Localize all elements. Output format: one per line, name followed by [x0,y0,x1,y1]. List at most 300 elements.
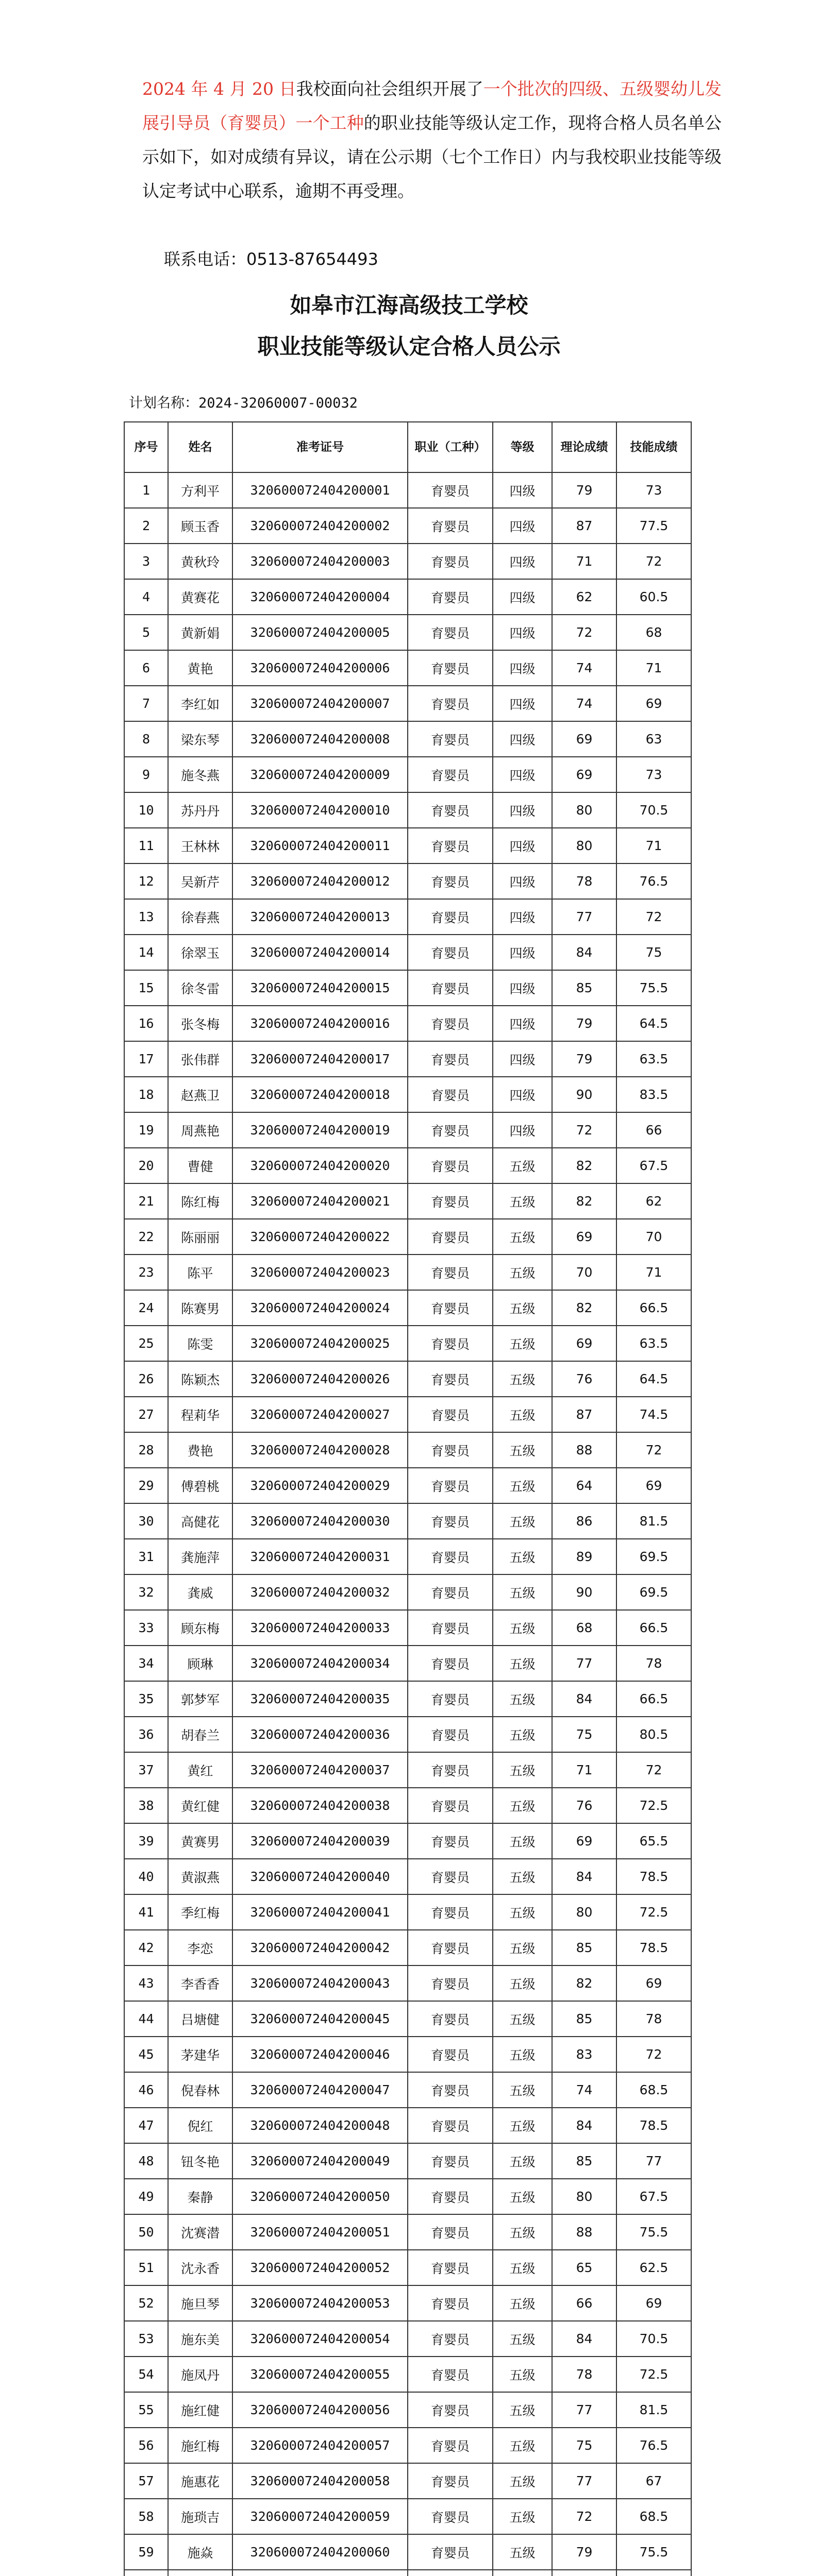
row-level: 五级 [493,1859,552,1894]
header-seq: 序号 [124,422,168,472]
row-skill-score: 78.5 [616,1859,691,1894]
table-row [124,1361,691,1397]
row-name: 黄淑燕 [168,1859,232,1894]
row-job: 育婴员 [408,1788,493,1823]
table-row [124,1965,691,2001]
row-level: 四级 [493,1077,552,1112]
row-name: 施冬燕 [168,757,232,792]
table-row [124,472,691,508]
row-name: 费艳 [168,1432,232,1468]
row-job: 育婴员 [408,970,493,1006]
row-job: 育婴员 [408,899,493,935]
row-level: 四级 [493,863,552,899]
row-level: 四级 [493,686,552,721]
row-seq: 56 [124,2428,168,2463]
row-seq: 26 [124,1361,168,1397]
row-level: 五级 [493,2285,552,2321]
row-ticket: 320600072404200012 [232,863,408,899]
row-skill-score: 75.5 [616,970,691,1006]
row-level: 五级 [493,2250,552,2285]
row-job: 育婴员 [408,1361,493,1397]
row-seq: 44 [124,2001,168,2037]
row-ticket: 320600072404200050 [232,2179,408,2214]
row-seq: 46 [124,2072,168,2108]
row-skill-score: 62.5 [616,2250,691,2285]
row-level: 四级 [493,721,552,757]
table-row [124,935,691,970]
row-level: 五级 [493,1965,552,2001]
row-theory-score: 80 [552,2179,616,2214]
row-seq: 35 [124,1681,168,1717]
row-theory-score: 86 [552,1503,616,1539]
row-level: 四级 [493,544,552,579]
row-theory-score: 74 [552,2072,616,2108]
row-theory-score: 72 [552,2499,616,2534]
row-theory-score: 68 [552,1610,616,1646]
announcement-text-b: 的职业技能等级认定工作，现将合格人员名单公示如下，如对成绩有异议，请在公示期（七个工作日）内与我校职业技能等级认定考试中心联系，逾期不再受理。 [142,113,722,201]
row-theory-score: 79 [552,1041,616,1077]
header-ticket: 准考证号 [232,422,408,472]
table-row [124,1112,691,1148]
table-row [124,792,691,828]
table-row [124,1290,691,1326]
row-job: 育婴员 [408,1255,493,1290]
row-seq: 34 [124,1646,168,1681]
row-ticket: 320600072404200059 [232,2499,408,2534]
row-theory-score: 71 [552,1752,616,1788]
row-theory-score: 72 [552,1112,616,1148]
table-row [124,1041,691,1077]
row-job [408,2570,493,2576]
row-name: 龚施萍 [168,1539,232,1574]
row-seq: 16 [124,1006,168,1041]
row-ticket: 320600072404200022 [232,1219,408,1255]
row-skill-score [616,2570,691,2576]
row-name: 沈赛潜 [168,2214,232,2250]
row-theory-score: 85 [552,970,616,1006]
row-job: 育婴员 [408,2108,493,2143]
row-name: 苏丹丹 [168,792,232,828]
row-level: 五级 [493,2214,552,2250]
row-theory-score: 74 [552,650,616,686]
row-ticket: 320600072404200005 [232,615,408,650]
row-level: 五级 [493,1432,552,1468]
row-job: 育婴员 [408,2037,493,2072]
row-skill-score: 77.5 [616,508,691,544]
row-level: 五级 [493,2143,552,2179]
row-seq: 33 [124,1610,168,1646]
table-row [124,686,691,721]
row-job: 育婴员 [408,1326,493,1361]
row-job: 育婴员 [408,1077,493,1112]
row-job: 育婴员 [408,2001,493,2037]
row-ticket: 320600072404200055 [232,2357,408,2392]
row-ticket: 320600072404200001 [232,472,408,508]
row-ticket: 320600072404200010 [232,792,408,828]
row-theory-score: 75 [552,2428,616,2463]
table-row [124,2179,691,2214]
row-name: 茅建华 [168,2037,232,2072]
row-theory-score: 88 [552,1432,616,1468]
row-skill-score: 71 [616,1255,691,1290]
row-level: 五级 [493,1823,552,1859]
row-seq: 58 [124,2499,168,2534]
row-seq: 30 [124,1503,168,1539]
row-seq: 55 [124,2392,168,2428]
row-skill-score: 72 [616,1752,691,1788]
row-ticket: 320600072404200027 [232,1397,408,1432]
row-seq: 45 [124,2037,168,2072]
row-skill-score: 63.5 [616,1041,691,1077]
header-skill: 技能成绩 [616,422,691,472]
row-seq: 15 [124,970,168,1006]
row-skill-score: 72 [616,544,691,579]
row-level: 四级 [493,650,552,686]
row-skill-score: 75 [616,935,691,970]
table-row [124,1646,691,1681]
row-level: 四级 [493,1006,552,1041]
row-name: 陈丽丽 [168,1219,232,1255]
row-ticket: 320600072404200058 [232,2463,408,2499]
row-ticket: 320600072404200046 [232,2037,408,2072]
row-job: 育婴员 [408,1610,493,1646]
table-header-row [124,422,691,472]
row-theory-score: 82 [552,1183,616,1219]
row-name: 胡春兰 [168,1717,232,1752]
row-name: 施东美 [168,2321,232,2357]
row-job: 育婴员 [408,1006,493,1041]
table-row [124,1326,691,1361]
row-level: 五级 [493,2321,552,2357]
list-title: 职业技能等级认定合格人员公示 [257,334,561,359]
table-row [124,615,691,650]
table-row [124,1397,691,1432]
row-name: 施旦琴 [168,2285,232,2321]
row-level: 五级 [493,1255,552,1290]
table-row [124,1610,691,1646]
table-row [124,2499,691,2534]
row-theory-score: 72 [552,615,616,650]
row-level: 五级 [493,2072,552,2108]
row-ticket: 320600072404200009 [232,757,408,792]
row-theory-score: 84 [552,1681,616,1717]
row-name: 黄艳 [168,650,232,686]
row-seq: 8 [124,721,168,757]
row-seq: 39 [124,1823,168,1859]
row-job: 育婴员 [408,2463,493,2499]
table-row [124,2250,691,2285]
row-name: 徐翠玉 [168,935,232,970]
row-level: 五级 [493,1574,552,1610]
row-skill-score: 66.5 [616,1290,691,1326]
row-ticket: 320600072404200038 [232,1788,408,1823]
row-name: 施焱 [168,2534,232,2570]
row-skill-score: 74.5 [616,1397,691,1432]
row-level: 五级 [493,1788,552,1823]
row-level: 五级 [493,1326,552,1361]
row-job: 育婴员 [408,828,493,863]
row-job: 育婴员 [408,2499,493,2534]
row-skill-score: 70 [616,1219,691,1255]
row-seq: 19 [124,1112,168,1148]
row-seq: 23 [124,1255,168,1290]
row-skill-score: 60.5 [616,579,691,615]
table-row [124,1006,691,1041]
row-skill-score: 76.5 [616,863,691,899]
row-skill-score: 78 [616,1646,691,1681]
row-name: 黄秋玲 [168,544,232,579]
row-level: 五级 [493,2179,552,2214]
row-skill-score: 63 [616,721,691,757]
row-ticket: 320600072404200004 [232,579,408,615]
row-seq: 1 [124,472,168,508]
row-skill-score: 69 [616,1468,691,1503]
row-name [168,2570,232,2576]
row-seq: 51 [124,2250,168,2285]
table-row [124,1148,691,1183]
row-skill-score: 67 [616,2463,691,2499]
row-job: 育婴员 [408,1894,493,1930]
row-seq: 25 [124,1326,168,1361]
row-skill-score: 75.5 [616,2534,691,2570]
row-ticket: 320600072404200049 [232,2143,408,2179]
row-theory-score: 84 [552,1859,616,1894]
row-name: 施凤丹 [168,2357,232,2392]
row-job: 育婴员 [408,686,493,721]
row-ticket: 320600072404200033 [232,1610,408,1646]
row-skill-score: 69 [616,686,691,721]
row-skill-score: 78 [616,2001,691,2037]
row-ticket: 320600072404200026 [232,1361,408,1397]
row-level: 五级 [493,1290,552,1326]
row-ticket: 320600072404200003 [232,544,408,579]
row-level: 四级 [493,508,552,544]
table-row [124,1077,691,1112]
row-job: 育婴员 [408,757,493,792]
row-skill-score: 66.5 [616,1681,691,1717]
row-name: 李红如 [168,686,232,721]
row-level: 五级 [493,1183,552,1219]
row-theory-score: 69 [552,721,616,757]
row-job: 育婴员 [408,2392,493,2428]
row-level: 四级 [493,579,552,615]
row-seq: 2 [124,508,168,544]
row-skill-score: 66.5 [616,1610,691,1646]
row-seq: 14 [124,935,168,970]
row-name: 赵燕卫 [168,1077,232,1112]
row-ticket: 320600072404200021 [232,1183,408,1219]
row-skill-score: 72.5 [616,2357,691,2392]
row-job: 育婴员 [408,544,493,579]
row-theory-score: 79 [552,472,616,508]
row-name: 施红梅 [168,2428,232,2463]
row-seq [124,2570,168,2576]
row-theory-score: 77 [552,2463,616,2499]
table-row [124,721,691,757]
row-theory-score: 69 [552,1823,616,1859]
row-level: 五级 [493,1894,552,1930]
row-level: 五级 [493,2428,552,2463]
row-ticket: 320600072404200016 [232,1006,408,1041]
row-job: 育婴员 [408,2250,493,2285]
row-ticket: 320600072404200047 [232,2072,408,2108]
row-theory-score: 78 [552,2357,616,2392]
row-name: 施红健 [168,2392,232,2428]
row-seq: 50 [124,2214,168,2250]
row-seq: 13 [124,899,168,935]
row-skill-score: 63.5 [616,1326,691,1361]
row-seq: 31 [124,1539,168,1574]
row-level: 五级 [493,1468,552,1503]
row-seq: 40 [124,1859,168,1894]
row-ticket: 320600072404200042 [232,1930,408,1965]
row-level: 五级 [493,1219,552,1255]
row-theory-score [552,2570,616,2576]
row-ticket: 320600072404200052 [232,2250,408,2285]
row-ticket: 320600072404200035 [232,1681,408,1717]
row-level: 五级 [493,1610,552,1646]
row-job: 育婴员 [408,792,493,828]
row-ticket: 320600072404200030 [232,1503,408,1539]
row-theory-score: 79 [552,1006,616,1041]
row-level: 五级 [493,1503,552,1539]
row-level: 五级 [493,1752,552,1788]
row-theory-score: 88 [552,2214,616,2250]
row-theory-score: 85 [552,2001,616,2037]
table-row [124,1717,691,1752]
table-row [124,2428,691,2463]
table-row [124,579,691,615]
table-row [124,2108,691,2143]
row-level: 五级 [493,1646,552,1681]
table-row [124,2321,691,2357]
row-ticket: 320600072404200053 [232,2285,408,2321]
row-level: 四级 [493,970,552,1006]
row-skill-score: 65.5 [616,1823,691,1859]
row-skill-score: 68.5 [616,2072,691,2108]
row-level: 四级 [493,935,552,970]
row-skill-score: 69.5 [616,1539,691,1574]
row-name: 吕塘健 [168,2001,232,2037]
row-ticket: 320600072404200019 [232,1112,408,1148]
row-job: 育婴员 [408,1397,493,1432]
table-row [124,2392,691,2428]
row-skill-score: 80.5 [616,1717,691,1752]
announcement-paragraph [108,72,722,208]
row-job: 育婴员 [408,2179,493,2214]
row-name: 陈平 [168,1255,232,1290]
table-row [124,1574,691,1610]
row-theory-score: 89 [552,1539,616,1574]
row-theory-score: 77 [552,2392,616,2428]
row-theory-score: 65 [552,2250,616,2285]
row-seq: 42 [124,1930,168,1965]
row-seq: 21 [124,1183,168,1219]
header-name: 姓名 [168,422,232,472]
row-job: 育婴员 [408,1574,493,1610]
row-skill-score: 83.5 [616,1077,691,1112]
row-seq: 38 [124,1788,168,1823]
row-ticket: 320600072404200017 [232,1041,408,1077]
row-skill-score: 81.5 [616,1503,691,1539]
row-theory-score: 69 [552,1326,616,1361]
row-seq: 48 [124,2143,168,2179]
row-job: 育婴员 [408,615,493,650]
row-skill-score: 78.5 [616,1930,691,1965]
table-row [124,544,691,579]
row-seq: 18 [124,1077,168,1112]
table-row [124,1539,691,1574]
announcement-batch-text: 一个批次的四级、五级婴幼儿发展引导员（育婴员）一个工种 [142,79,722,133]
row-skill-score: 68.5 [616,2499,691,2534]
row-level: 五级 [493,2499,552,2534]
row-skill-score: 72 [616,2037,691,2072]
row-level: 五级 [493,2534,552,2570]
row-name: 沈永香 [168,2250,232,2285]
row-name: 李香香 [168,1965,232,2001]
table-row [124,508,691,544]
row-name: 高健花 [168,1503,232,1539]
row-name: 周燕艳 [168,1112,232,1148]
row-theory-score: 77 [552,1646,616,1681]
row-job: 育婴员 [408,579,493,615]
row-name: 钮冬艳 [168,2143,232,2179]
row-theory-score: 90 [552,1574,616,1610]
row-level: 四级 [493,1041,552,1077]
row-seq: 20 [124,1148,168,1183]
row-seq: 6 [124,650,168,686]
row-theory-score: 82 [552,1965,616,2001]
table-row [124,2143,691,2179]
row-ticket: 320600072404200015 [232,970,408,1006]
row-job: 育婴员 [408,1468,493,1503]
row-ticket: 320600072404200037 [232,1752,408,1788]
announcement-date: 2024 年 4 月 20 日 [142,79,296,99]
row-ticket: 320600072404200039 [232,1823,408,1859]
row-level: 五级 [493,2463,552,2499]
row-name: 方利平 [168,472,232,508]
row-name: 曹健 [168,1148,232,1183]
row-seq: 49 [124,2179,168,2214]
row-name: 倪红 [168,2108,232,2143]
table-row [124,2072,691,2108]
row-skill-score: 73 [616,472,691,508]
row-name: 黄新娟 [168,615,232,650]
table-row [124,2285,691,2321]
row-ticket: 320600072404200006 [232,650,408,686]
row-theory-score: 69 [552,757,616,792]
row-job: 育婴员 [408,2428,493,2463]
row-skill-score: 64.5 [616,1361,691,1397]
row-job: 育婴员 [408,2357,493,2392]
row-job: 育婴员 [408,2072,493,2108]
row-seq: 3 [124,544,168,579]
row-name: 陈雯 [168,1326,232,1361]
row-seq: 7 [124,686,168,721]
header-theory: 理论成绩 [552,422,616,472]
row-skill-score: 67.5 [616,1148,691,1183]
table-row [124,1183,691,1219]
row-ticket: 320600072404200034 [232,1646,408,1681]
row-level: 四级 [493,792,552,828]
row-level: 五级 [493,1148,552,1183]
row-ticket: 320600072404200048 [232,2108,408,2143]
row-ticket: 320600072404200025 [232,1326,408,1361]
contact-phone: 联系电话：0513-87654493 [164,249,378,269]
row-ticket: 320600072404200036 [232,1717,408,1752]
row-ticket: 320600072404200020 [232,1148,408,1183]
row-skill-score: 71 [616,828,691,863]
